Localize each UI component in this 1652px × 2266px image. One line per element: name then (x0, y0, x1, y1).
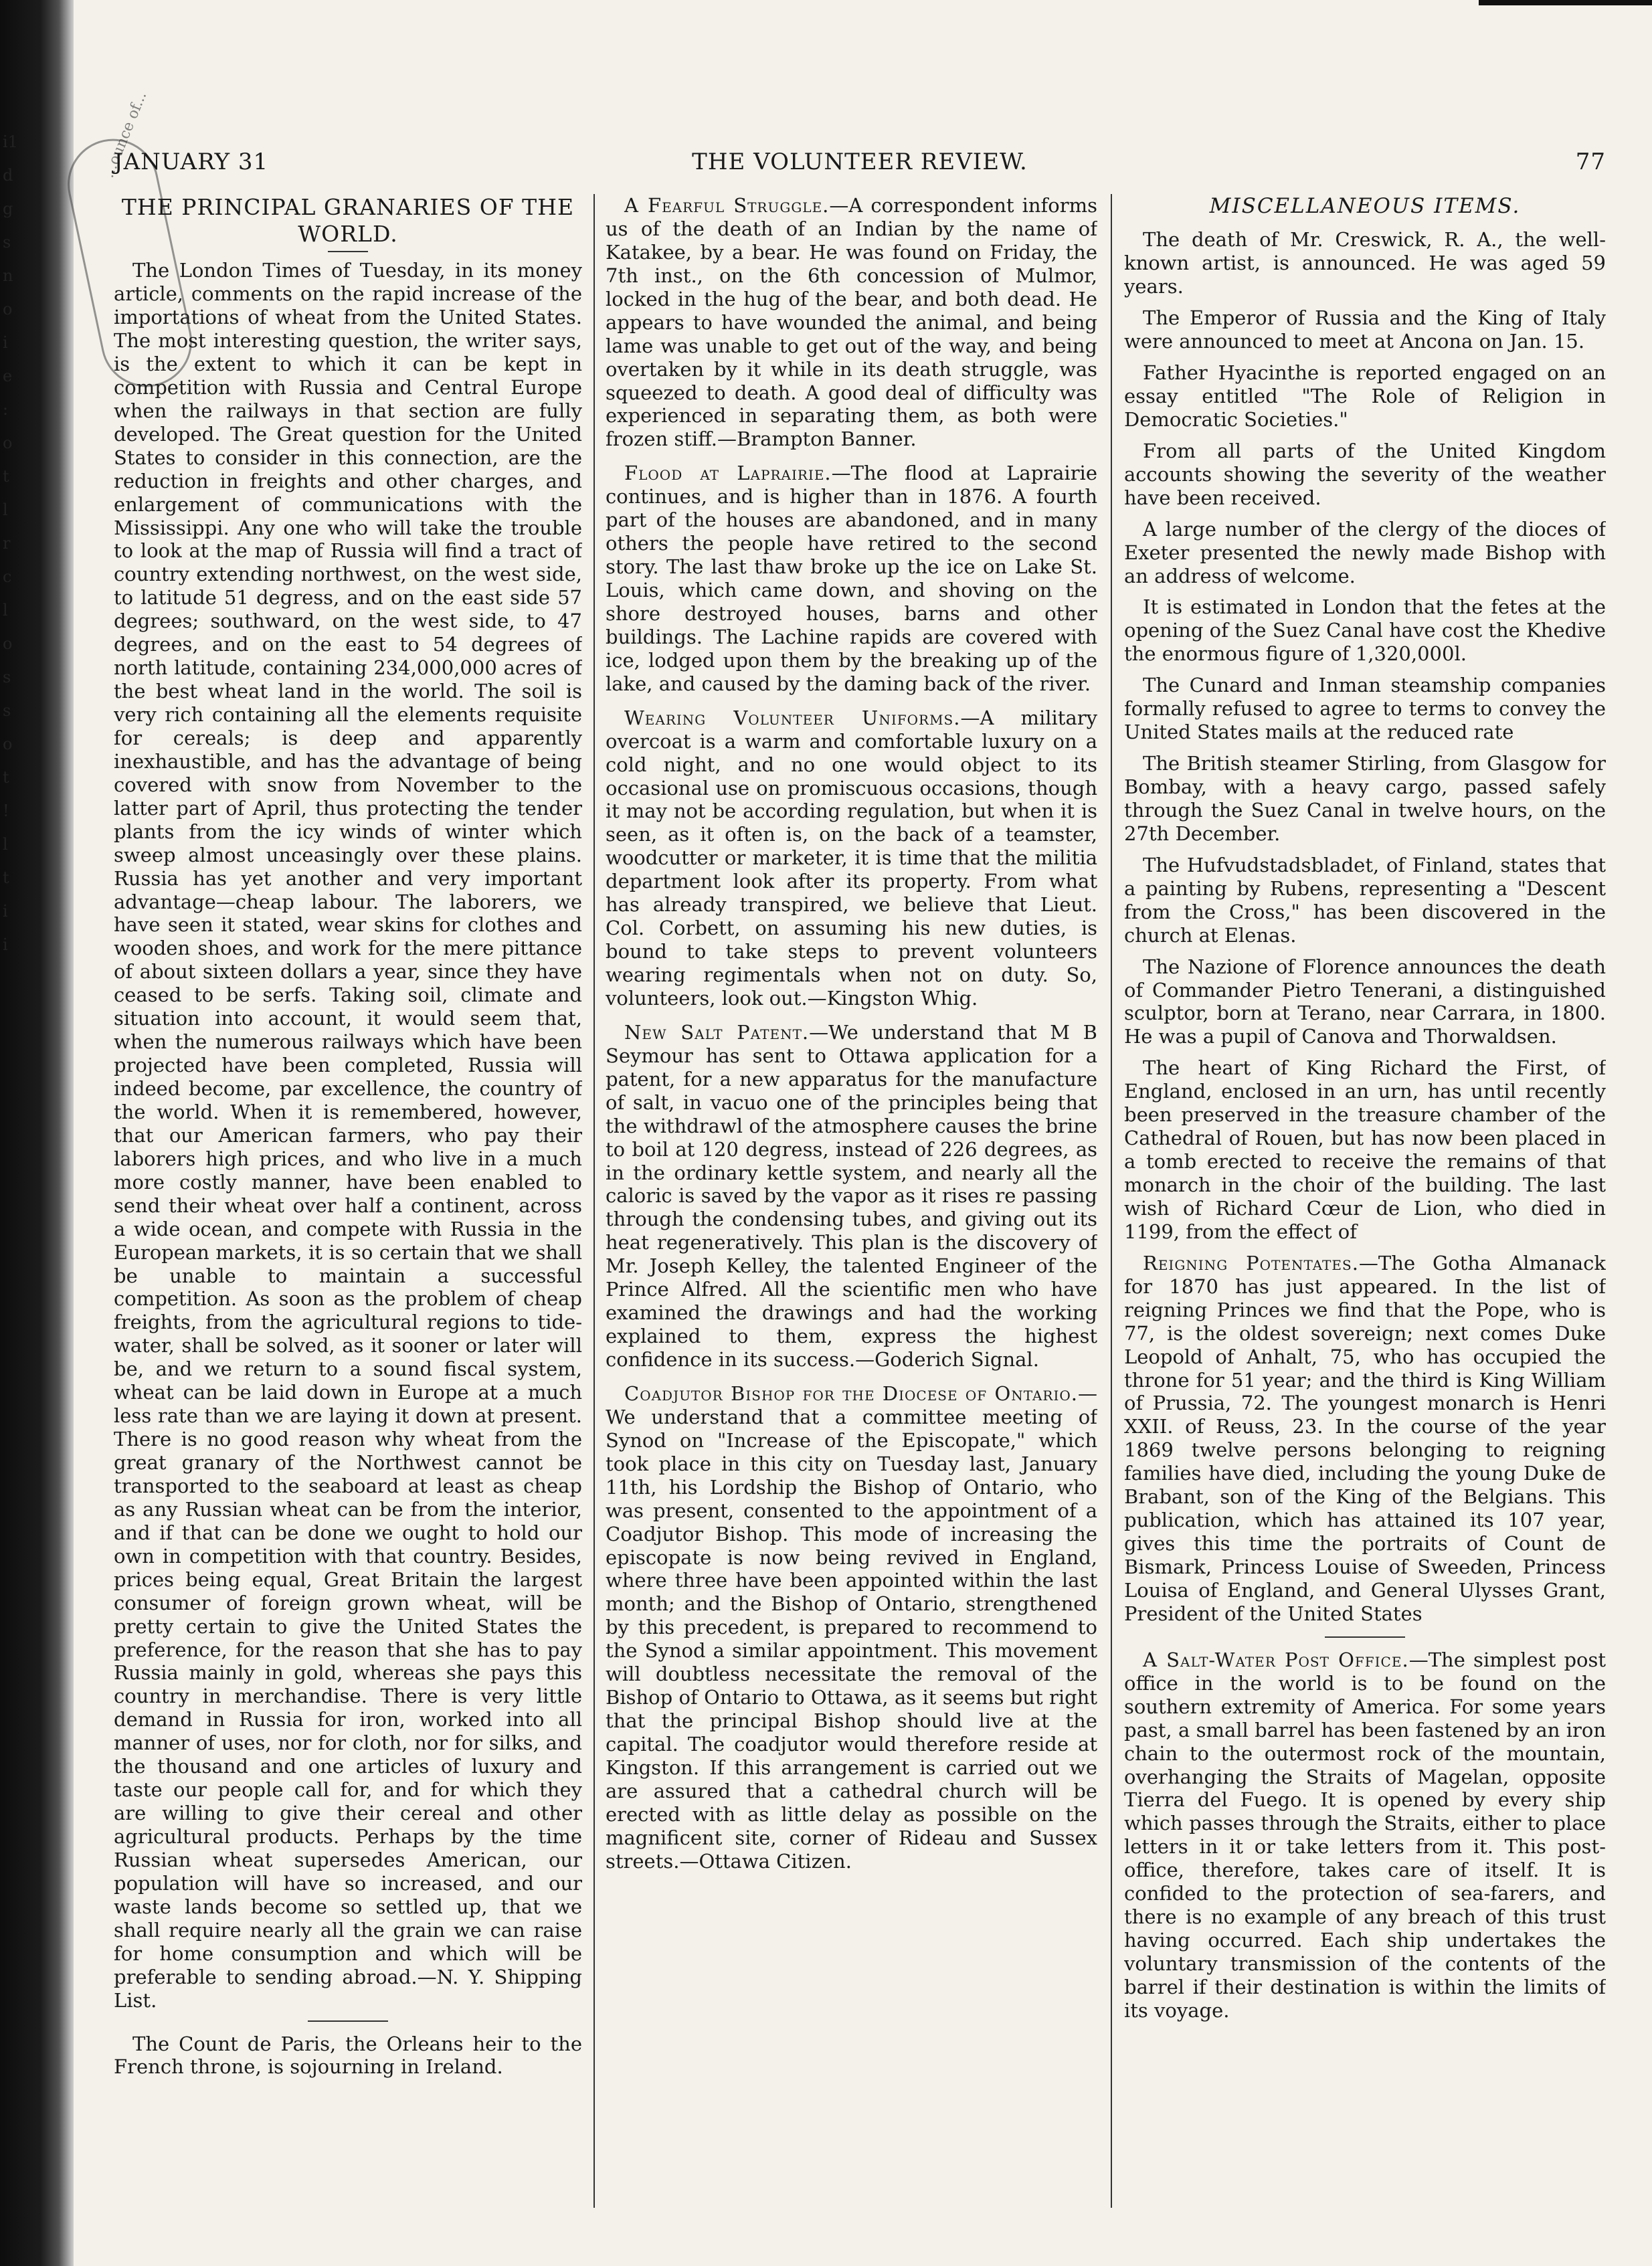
granaries-title (114, 194, 582, 247)
margin-letter: ! (3, 801, 9, 820)
margin-letter: c (3, 567, 12, 586)
margin-letter: i1 (3, 132, 18, 151)
margin-letter: s (3, 668, 11, 686)
flood-heading: Flood at Laprairie. (624, 462, 832, 485)
potentates-heading: Reigning Potentates. (1143, 1251, 1359, 1274)
uniforms-text: —A military overcoat is a warm and comfortable luxury on a cold night, and no one would object to its occasional use on promiscuous occasions, though it may not be according regulation, but when it is seen, as it often is, on the back of a teamster, woodcutter or marketer, it is time that the militia department look after its property. From what has already transpired, we believe that Lieut. Col. Corbett, on assuming his new duties, is bound to take steps to prevent volunteers wearing regimentals when not on duty. So, volunteers, look out.—Kingston Whig. (606, 706, 1097, 1010)
margin-letter: n (3, 266, 13, 285)
header-page-number: 77 (1575, 149, 1606, 175)
coadjutor-bishop-text: —We understand that a committee meeting of Synod on "Increase of the Episcopate," which took place in this city on Tuesday last, January 11th, his Lordship the Bishop of Ontario, who was present, consented to the appointment of a Coadjutor Bishop. This mode of increasing the episcopate is now being revived in England, where three have been appointed within the last month; and the Bishop of Ontario, strengthened by this precedent, is prepared to recommend to the Synod a similar appointment. This movement will doubtless necessitate the removal of the Bishop of Ontario to Ottawa, as it seems but right that the principal Bishop should live at the capital. The coadjutor would therefore reside at Kingston. If this arrangement is carried out we are assured that a cathedral church will be erected with as little delay as possible on the magnificent site, corner of Rideau and Sussex streets.—Ottawa Citizen. (606, 1382, 1097, 1873)
salt-patent-text: —We understand that M B Seymour has sent to Ottawa application for a patent, for a new apparatus for the manufacture of salt, in vacuo one of the principles being that the withdrawl of the atmosphere causes the brine to boil at 120 degress, instead of 226 degrees, as in the ordinary kettle system, and nearly all the caloric is saved by the vapor as it rises re passing through the condensing tubes, and giving out its heat regeneratively. This plan is the discovery of Mr. Joseph Kelley, the talented Engineer of the Prince Alfred. All the scientific men who have examined the drawings and had the working explained to them, express the highest confidence in its success.—Goderich Signal. (606, 1020, 1097, 1371)
flood-text: —The flood at Laprairie continues, and is higher than in 1876. A fourth part of the houses are abandoned, and in many others the people have retired to the second story. The last thaw broke up the ice on Lake St. Louis, which came down, and shoving on the shore destroyed houses, barns and other buildings. The Lachine rapids are covered with ice, lodged upon them by the breaking up of the lake, and caused by the daming back of the river. (606, 462, 1097, 695)
potentates-article (1124, 1252, 1606, 1626)
granaries-title-line1: THE PRINCIPAL GRANARIES OF THE (121, 194, 575, 220)
miscellaneous-items-list (1124, 228, 1606, 1244)
uniforms-heading: Wearing Volunteer Uniforms. (624, 706, 961, 729)
granaries-article-body: The London Times of Tuesday, in its money article, comments on the rapid increase of the importations of wheat from the United States. The most interesting question, the writer says, is the extent to which it can be kept in competition with Russia and Central Europe when the railways in that section are fully developed. The Great question for the United States to consider in this connection, are the reduction in freights and other charges, and enlargement of communications with the Mississippi. Any one who will take the trouble to look at the map of Russia will find a tract of country extending northwest, on the west side, to latitude 51 degress, and on the east side 57 degrees; southward, on the west side, to 47 degrees, and on the east to 54 degrees of north latitude, containing 234,000,000 acres of the best wheat land in the world. The soil is very rich containing all the elements requisite for cereals; is deep and apparently inexhaustible, and has the advantage of being covered with snow from November to the latter part of April, thus protecting the tender plants from the icy winds of winter which sweep almost unceasingly over these plains. Russia has yet another and very important advantage—cheap labour. The laborers, we have seen it stated, wear skins for clothes and wooden shoes, and work for the mere pittance of about sixteen dollars a year, since they have ceased to be serfs. Taking soil, climate and situation into account, it would seem that, when the numerous railways which have been projected have been completed, Russia will indeed become, par excellence, the country of the world. When it is remembered, however, that our American farmers, who pay their laborers high prices, and who live in a much more costly manner, have been enabled to send their wheat over half a continent, across a wide ocean, and compete with Russia in the European markets, it is so certain that we shall be unable to maintain a successful competition. As soon as the problem of cheap freights, from the agricultural regions to tide-water, shall be solved, as it sooner or later will be, and we return to a sound fiscal system, wheat can be laid down in Europe at a much less rate than we are laying it down at present. There is no good reason why wheat from the great granary of the Northwest cannot be transported to the seaboard at least as cheap as any Russian wheat can be from the interior, and if that can be done we ought to hold our own in competition with that country. Besides, prices being equal, Great Britain the largest consumer of foreign grown wheat, will be pretty certain to give the United States the preference, for the reason that she has to pay Russia mainly in gold, whereas she pays this country in merchandise. There is very little demand in Russia for iron, worked into all manner of uses, nor for cloth, nor for silks, and the thousand and one articles of luxury and taste our people call for, and for which they are willing to give their cereal and other agricultural products. Perhaps by the time Russian wheat supersedes American, our population will have so increased, and our waste lands become so settled up, that we shall require nearly all the grain we can raise for home consumption and which will be preferable to sending abroad.—N. Y. Shipping List. (114, 259, 582, 2012)
misc-item: The Emperor of Russia and the King of Italy were announced to meet at Ancona on Jan. 15. (1124, 306, 1606, 353)
flood-article (606, 462, 1097, 695)
misc-item: The Hufvudstadsbladet, of Finland, states that a painting by Rubens, representing a "Descent from the Cross," has been discovered in the church at Elenas. (1124, 853, 1606, 947)
potentates-text: —The Gotha Almanack for 1870 has just appeared. In the list of reigning Princes we find that the Pope, who is 77, is the oldest sovereign; next comes Duke Leopold of Anhalt, 75, who has occupied the throne for 51 year; and the third is King William of Prussia, 72. The youngest monarch is Henri XXII. of Reuss, 23. In the course of the year 1869 twelve persons belonging to reigning families have died, including the young Duke de Brabant, son of the King of the Belgians. This publication, which has attained its 107 year, gives this time the portraits of Count de Bismark, Princess Louise of Sweeden, Princess Louisa of England, and General Ulysses Grant, President of the United States (1124, 1251, 1606, 1625)
margin-letter: t (3, 868, 9, 887)
page-header (114, 149, 1606, 182)
margin-letter: t (3, 768, 9, 787)
adjacent-page-margin-letters (3, 134, 16, 970)
salt-patent-article (606, 1021, 1097, 1372)
column-rule-1 (593, 194, 595, 2208)
margin-letter: l (3, 601, 8, 620)
misc-item: A large number of the clergy of the dioces of Exeter presented the newly made Bishop with an address of welcome. (1124, 517, 1606, 587)
misc-item: From all parts of the United Kingdom accounts showing the severity of the weather have been received. (1124, 439, 1606, 509)
margin-letter: r (3, 534, 11, 553)
salt-water-post-office-heading: A Salt-Water Post Office. (1143, 1648, 1409, 1671)
fearful-struggle-heading: A Fearful Struggle. (624, 194, 830, 217)
miscellaneous-title: MISCELLANEOUS ITEMS. (1209, 194, 1521, 218)
header-title: THE VOLUNTEER REVIEW. (692, 149, 1028, 175)
column-1 (114, 194, 582, 2235)
uniforms-article (606, 706, 1097, 1010)
margin-letter: d (3, 166, 13, 185)
margin-letter: s (3, 701, 11, 720)
margin-letter: i (3, 935, 8, 954)
column-3 (1124, 194, 1606, 2235)
misc-item: The British steamer Stirling, from Glasgow for Bombay, with a heavy cargo, passed safely through the Suez Canal in twelve hours, on the 27th December. (1124, 752, 1606, 845)
coadjutor-bishop-heading: Coadjutor Bishop for the Diocese of Ontario. (624, 1382, 1078, 1405)
margin-letter: o (3, 300, 13, 318)
fearful-struggle-text: —A correspondent informs us of the death of an Indian by the name of Katakee, by a bear. He was found on Friday, the 7th inst., on the 6th concession of Mulmor, locked in the hug of the bear, and both dead. He appears to have wounded the animal, and being lame was unable to get out of the way, and being overtaken by it while in its death struggle, was squeezed to death. A good deal of difficulty was experienced in separating them, as both were frozen stiff.—Brampton Banner. (606, 194, 1097, 451)
title-dash (328, 251, 368, 252)
margin-letter: s (3, 233, 11, 252)
article-separator (1325, 1636, 1405, 1638)
fearful-struggle-article (606, 194, 1097, 451)
margin-letter: o (3, 634, 13, 653)
misc-item: The heart of King Richard the First, of England, enclosed in an urn, has until recently been preserved in the treasure chamber of the Cathedral of Rouen, but has now been placed in a tomb erected to receive the remains of that monarch in the choir of the building. The last wish of Richard Cœur de Lion, who died in 1199, from the effect of (1124, 1056, 1606, 1243)
misc-item: The Nazione of Florence announces the death of Commander Pietro Tenerani, a distinguished sculptor, born at Terano, near Carrara, in 1800. He was a pupil of Canova and Thorwaldsen. (1124, 955, 1606, 1048)
margin-letter: l (3, 500, 8, 519)
coadjutor-bishop-article (606, 1382, 1097, 1873)
misc-item: The death of Mr. Creswick, R. A., the well-known artist, is announced. He was aged 59 years. (1124, 228, 1606, 298)
misc-item: Father Hyacinthe is reported engaged on an essay entitled "The Role of Religion in Democratic Societies." (1124, 361, 1606, 431)
margin-letter: e (3, 367, 13, 385)
salt-patent-heading: New Salt Patent. (624, 1020, 810, 1044)
granaries-title-line2: WORLD. (298, 220, 398, 247)
article-separator (308, 2020, 388, 2022)
margin-letter: l (3, 835, 8, 854)
library-stamp-text: ...ounce of... (100, 89, 151, 181)
margin-letter: o (3, 735, 13, 753)
salt-water-post-office-article (1124, 1648, 1606, 2022)
margin-letter: t (3, 467, 9, 486)
margin-letter: : (3, 400, 9, 419)
margin-letter: o (3, 434, 13, 452)
column-rule-2 (1111, 194, 1112, 2208)
count-de-paris-item: The Count de Paris, the Orleans heir to the French throne, is sojourning in Ireland. (114, 2032, 582, 2079)
misc-item: The Cunard and Inman steamship companies formally refused to agree to terms to convey the United States mails at the reduced rate (1124, 674, 1606, 744)
misc-item: It is estimated in London that the fetes at the opening of the Suez Canal have cost the Khedive the enormous figure of 1,320,000l. (1124, 595, 1606, 666)
top-edge-mark (1479, 0, 1652, 5)
salt-water-post-office-text: —The simplest post office in the world is to be found on the southern extremity of America. For some years past, a small barrel has been fastened by an iron chain to the outermost rock of the mountain, overhanging the Straits of Magelan, opposite Tierra del Fuego. It is opened by every ship which passes through the Straits, either to place letters in it or take letters from it. This post-office, therefore, takes care of itself. It is confided to the protection of sea-farers, and there is no example of any breach of this trust having occurred. Each ship undertakes the voluntary transmission of the contents of the barrel if their destination is within the limits of its voyage. (1124, 1648, 1606, 2022)
margin-letter: g (3, 199, 13, 218)
column-2 (606, 194, 1097, 2235)
margin-letter: i (3, 333, 8, 352)
margin-letter: i (3, 902, 8, 921)
header-date: JANUARY 31 (114, 149, 269, 175)
